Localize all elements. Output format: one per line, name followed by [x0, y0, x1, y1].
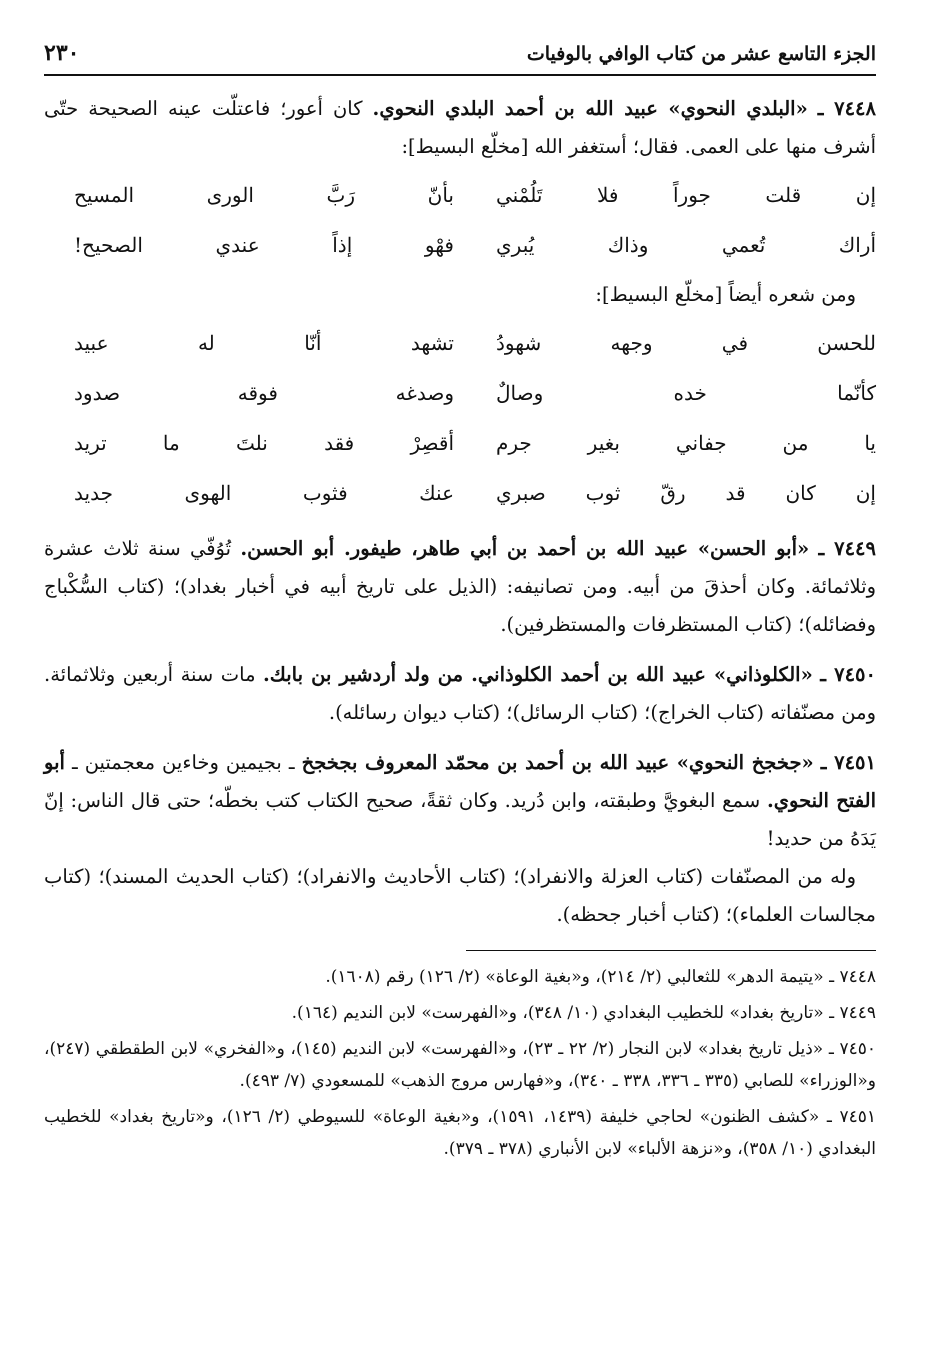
footnote-text: «يتيمة الدهر» للثعالبي (٢/ ٢١٤)، و«بغية الوعاة» (٢/ ١٢٦) رقم (١٦٠٨). [325, 967, 824, 987]
page-number: ٢٣٠ [44, 40, 80, 66]
verse-first-hemistich: كأنّما خده وصالٌ [496, 381, 876, 405]
verse-second-hemistich: وصدغه فوقه صدود [74, 381, 454, 405]
footnote-divider [466, 950, 876, 951]
footnotes [44, 961, 876, 1165]
footnote-text: «كشف الظنون» لحاجي خليفة (١٤٣٩، ١٥٩١)، و«بغية الوعاة» للسيوطي (٢/ ١٢٦)، و«تاريخ بغداد» للخطيب البغدادي (١٠/ ٣٥٨)، و«نزهة الألباء» لابن الأنباري (٣٧٨ ـ ٣٧٩). [44, 1107, 876, 1159]
entry-number: ٧٤٤٩ ـ [818, 537, 877, 560]
verse-first-hemistich: للحسن في وجهه شهودُ [496, 331, 876, 355]
footnote-number: ٧٤٥١ ـ [826, 1107, 877, 1127]
verse-first-hemistich: أراك تُعمي وذاك يُبري [496, 233, 876, 257]
entry-text: سمع البغويَّ وطبقته، وابن دُريد. وكان ثقةً، صحيح الكتاب كتب بخطّه؛ حتى قال الناس: إنّ يَدَهُ من حديد! [44, 789, 876, 850]
footnote-number: ٧٤٤٨ ـ [829, 967, 876, 987]
entry-paragraph [44, 744, 876, 858]
running-title: الجزء التاسع عشر من كتاب الوافي بالوفيات [526, 43, 876, 65]
entry-7451 [44, 744, 876, 934]
verse-second-hemistich: تشهد أنّا له عبيد [74, 331, 454, 355]
entry-paragraph [44, 530, 876, 644]
entry-number: ٧٤٤٨ ـ [817, 97, 877, 120]
entry-heading: «جخجخ النحوي» عبيد الله بن أحمد بن محمّد المعروف بجخجخ [301, 751, 814, 774]
entry-text: تُوُفّي سنة ثلاث عشرة وثلاثمائة. وكان أحذقَ من أبيه. ومن تصانيفه: (الذيل على تاريخ أبيه في أخبار بغداد)؛ (كتاب السُّكْباج وفضائله)؛ (كتاب المستظرفات والمستظرفين). [44, 537, 876, 636]
verse [44, 418, 876, 468]
footnote-number: ٧٤٤٩ ـ [829, 1003, 876, 1023]
page [44, 40, 876, 1169]
verse-first-hemistich: يا من جفاني بغير جرم [496, 431, 876, 455]
poem [44, 318, 876, 518]
entry-paragraph [44, 90, 876, 166]
footnote [44, 1101, 876, 1165]
entry-text: ـ بجيمين وخاءين معجمتين ـ [71, 751, 295, 774]
entry-7449 [44, 530, 876, 644]
entry-paragraph-2: وله من المصنّفات (كتاب العزلة والانفراد)؛ (كتاب الأحاديث والانفراد)؛ (كتاب الحديث المسند)؛ (كتاب مجالسات العلماء)؛ (كتاب أخبار جحظه). [44, 865, 876, 926]
main-text [44, 90, 876, 934]
verse-second-hemistich: فهْو إذاً عندي الصحيح! [74, 233, 454, 257]
entry-number: ٧٤٥٠ ـ [820, 663, 876, 686]
entry-number: ٧٤٥١ ـ [820, 751, 876, 774]
footnote-text: «ذيل تاريخ بغداد» لابن النجار (٢/ ٢٢ ـ ٢٣)، و«الفهرست» لابن النديم (١٤٥)، و«الفخري» لابن الطقطقي (٢٤٧)، و«الوزراء» للصابي (٣٣٥ ـ ٣٣٦، ٣٣٨ ـ ٣٤٠)، و«فهارس مروج الذهب» للمسعودي (٧/ ٤٩٣). [44, 1039, 876, 1091]
entry-heading: «أبو الحسن» عبيد الله بن أحمد بن أبي طاهر، طيفور. أبو الحسن. [240, 537, 810, 560]
verse [44, 170, 876, 220]
verse [44, 468, 876, 518]
footnote [44, 961, 876, 993]
entry-7448 [44, 90, 876, 518]
footnote [44, 1033, 876, 1097]
verse-first-hemistich: إن قلت جوراً فلا تَلُمْني [496, 183, 876, 207]
entry-kunya: أبو الفتح النحوي. [44, 751, 876, 812]
verse-second-hemistich: بأنّ رَبَّ الورى المسيح [74, 183, 454, 207]
verse [44, 318, 876, 368]
entry-7450 [44, 656, 876, 732]
poem [44, 170, 876, 270]
footnote [44, 997, 876, 1029]
verse-first-hemistich: إن كان قد رقّ ثوب صبري [496, 481, 876, 505]
entry-heading: «الكلوذاني» عبيد الله بن أحمد الكلوذاني. من ولد أردشير بن بابك. [263, 663, 813, 686]
footnote-text: «تاريخ بغداد» للخطيب البغدادي (١٠/ ٣٤٨)، و«الفهرست» لابن النديم (١٦٤). [291, 1003, 824, 1023]
page-header [44, 40, 876, 76]
entry-text: كان أعور؛ فاعتلّت عينه الصحيحة حتّى أشرف منها على العمى. فقال؛ أستغفر الله [مخلّع البسيط]: [44, 97, 876, 158]
verse [44, 368, 876, 418]
verse-second-hemistich: أقصِرْ فقد نلتَ ما تريد [74, 431, 454, 455]
verse-second-hemistich: عنك فثوب الهوى جديد [74, 481, 454, 505]
entry-text: مات سنة أربعين وثلاثمائة. ومن مصنّفاته (كتاب الخراج)؛ (كتاب الرسائل)؛ (كتاب ديوان رسائله). [44, 663, 876, 724]
entry-paragraph [44, 656, 876, 732]
entry-heading: «البلدي النحوي» عبيد الله بن أحمد البلدي النحوي. [372, 97, 808, 120]
verse [44, 220, 876, 270]
footnote-number: ٧٤٥٠ ـ [828, 1039, 877, 1059]
poem-intro: ومن شعره أيضاً [مخلّع البسيط]: [595, 283, 856, 306]
